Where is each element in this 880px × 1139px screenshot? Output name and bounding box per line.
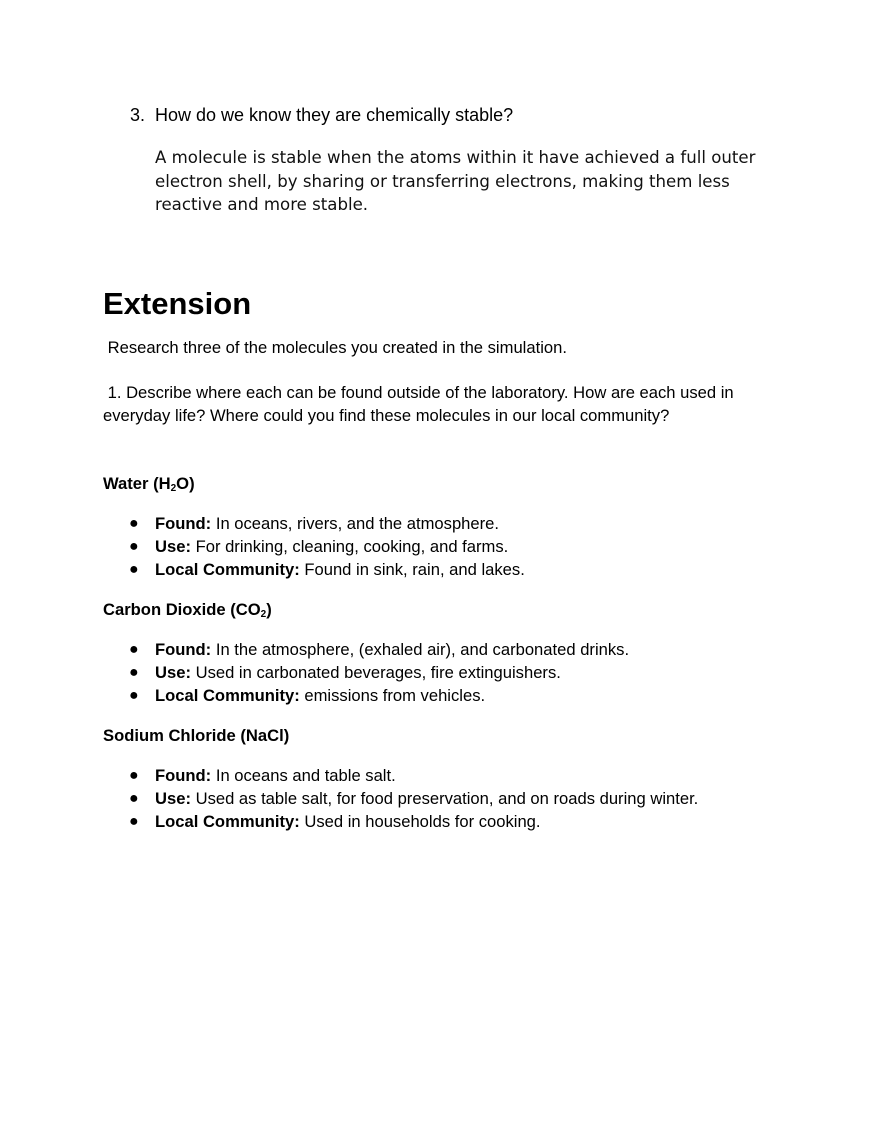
question-3 bbox=[130, 104, 513, 126]
bullet-label: Local Community: bbox=[155, 560, 300, 579]
molecule-name: Sodium Chloride (NaCl) bbox=[103, 726, 290, 745]
bullet-text: For drinking, cleaning, cooking, and farms. bbox=[190, 537, 509, 556]
molecule-title-carbon-dioxide bbox=[103, 599, 272, 625]
bullet-local-community bbox=[129, 684, 629, 707]
bullet-dot-icon: ● bbox=[129, 687, 139, 704]
question-3-number: 3. bbox=[130, 105, 146, 125]
bullet-found bbox=[129, 512, 525, 535]
molecule-title-sodium-chloride bbox=[103, 725, 289, 746]
bullet-text: In the atmosphere, (exhaled air), and carbonated drinks. bbox=[211, 640, 630, 659]
bullet-dot-icon: ● bbox=[129, 561, 139, 578]
molecule-title-water bbox=[103, 473, 195, 499]
extension-intro: Research three of the molecules you created in the simulation. bbox=[103, 338, 567, 357]
question-3-text: How do we know they are chemically stable? bbox=[155, 105, 514, 125]
extension-question-1: 1. Describe where each can be found outside of the laboratory. How are each used in everyday life? Where could you find these molecules in our local community? bbox=[103, 383, 739, 425]
bullet-text: In oceans and table salt. bbox=[211, 766, 396, 785]
bullet-use bbox=[129, 661, 629, 684]
bullet-dot-icon: ● bbox=[129, 538, 139, 555]
bullet-label: Found: bbox=[155, 514, 212, 533]
bullet-label: Use: bbox=[155, 537, 191, 556]
bullet-dot-icon: ● bbox=[129, 767, 139, 784]
bullet-dot-icon: ● bbox=[129, 641, 139, 658]
bullet-text: emissions from vehicles. bbox=[299, 686, 486, 705]
bullet-local-community bbox=[129, 810, 698, 833]
bullet-text: In oceans, rivers, and the atmosphere. bbox=[211, 514, 500, 533]
bullet-use bbox=[129, 535, 525, 558]
bullet-dot-icon: ● bbox=[129, 813, 139, 830]
bullet-text: Used in carbonated beverages, fire extinguishers. bbox=[190, 663, 561, 682]
bullet-local-community bbox=[129, 558, 525, 581]
bullet-dot-icon: ● bbox=[129, 790, 139, 807]
molecule-bullets-carbon-dioxide bbox=[129, 638, 629, 707]
molecule-bullets-sodium-chloride bbox=[129, 764, 698, 833]
molecule-name: Carbon Dioxide (CO bbox=[103, 600, 261, 619]
extension-heading: Extension bbox=[103, 286, 252, 321]
bullet-text: Found in sink, rain, and lakes. bbox=[299, 560, 525, 579]
molecule-name: Water (H bbox=[103, 474, 171, 493]
bullet-label: Found: bbox=[155, 640, 212, 659]
bullet-label: Use: bbox=[155, 789, 191, 808]
bullet-dot-icon: ● bbox=[129, 664, 139, 681]
bullet-text: Used as table salt, for food preservation, and on roads during winter. bbox=[190, 789, 699, 808]
molecule-subscript: 2 bbox=[260, 609, 267, 620]
bullet-label: Use: bbox=[155, 663, 191, 682]
bullet-dot-icon: ● bbox=[129, 515, 139, 532]
molecule-subscript: 2 bbox=[170, 483, 177, 494]
bullet-found bbox=[129, 764, 698, 787]
question-3-answer: A molecule is stable when the atoms within it have achieved a full outer electron shell, by sharing or transferring electrons, making them less reactive and more stable. bbox=[155, 148, 756, 214]
bullet-label: Local Community: bbox=[155, 686, 300, 705]
bullet-label: Found: bbox=[155, 766, 212, 785]
molecule-bullets-water bbox=[129, 512, 525, 581]
bullet-found bbox=[129, 638, 629, 661]
bullet-text: Used in households for cooking. bbox=[299, 812, 541, 831]
bullet-use bbox=[129, 787, 698, 810]
molecule-name-end: ) bbox=[266, 600, 272, 619]
molecule-name-end: O) bbox=[176, 474, 195, 493]
bullet-label: Local Community: bbox=[155, 812, 300, 831]
